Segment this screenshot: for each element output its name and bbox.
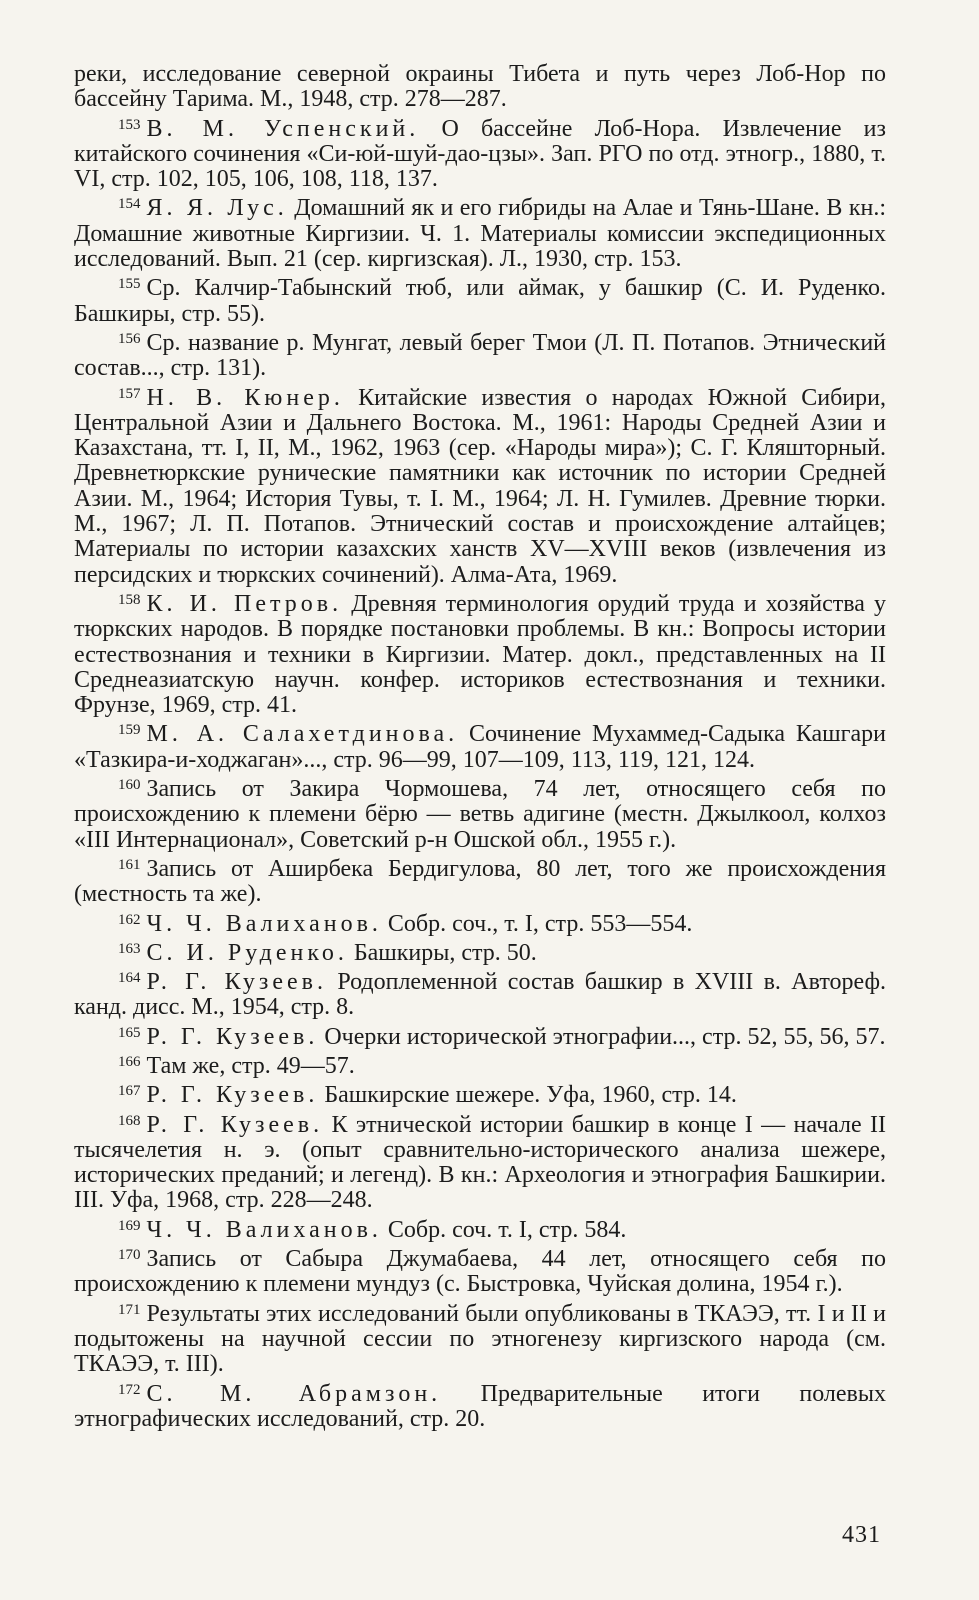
footnote-text: Запись от Аширбека Бердигулова, 80 лет, того же происхождения (местность та же). <box>74 855 886 908</box>
footnote-number: 168 <box>118 1112 141 1129</box>
footnote-text: Результаты этих исследований были опубликованы в ТКАЭЭ, тт. I и II и подытожены на научной сессии по этногенезу киргизского народа (см. ТКАЭЭ, т. III). <box>74 1300 886 1378</box>
footnote-text: Предварительные итоги полевых этнографических исследований, стр. 20. <box>74 1380 887 1432</box>
footnote-author: Р. Г. Кузеев. <box>146 969 327 996</box>
footnote-171 <box>74 1298 886 1378</box>
footnotes-list <box>74 62 886 1432</box>
footnote-text: Там же, стр. 49—57. <box>146 1052 355 1079</box>
footnote-167 <box>74 1079 886 1108</box>
footnote-170 <box>74 1243 886 1298</box>
footnote-text: Ср. Калчир-Табынский тюб, или аймак, у башкир (С. И. Руденко. Башкиры, стр. 55). <box>74 275 886 327</box>
footnote-154 <box>74 192 886 272</box>
footnote-164 <box>74 966 886 1021</box>
footnote-number: 170 <box>118 1247 141 1264</box>
footnote-text: Запись от Сабыра Джумабаева, 44 лет, относящего себя по происхождению к племени мундуз (с. Быстровка, Чуйская долина, 1954 г.). <box>74 1246 886 1298</box>
footnote-text: Запись от Закира Чормошева, 74 лет, относящего себя по происхождению к племени бёрю — ветвь адигине (местн. Джылкоол, колхоз «III Интернационал», Советский р-н Ошской обл., 1955 г.). <box>74 776 886 853</box>
footnote-author: С. М. Абрамзон. <box>146 1380 442 1407</box>
footnote-number: 159 <box>118 722 141 739</box>
footnote-author: Ч. Ч. Валиханов. <box>146 910 382 937</box>
footnote-author: М. А. Салахетдинова. <box>146 721 459 748</box>
footnote-text: Ср. название р. Мунгат, левый берег Тмои (Л. П. Потапов. Этнический состав..., стр. 131). <box>74 329 886 382</box>
footnote-155 <box>74 272 886 327</box>
footnote-author: Ч. Ч. Валиханов. <box>146 1216 382 1243</box>
footnote-157 <box>74 382 886 588</box>
footnote-text: Сочинение Мухаммед-Садыка Кашгари «Тазкира-и-ходжаган»..., стр. 96—99, 107—109, 113, 119, 121, 124. <box>74 721 886 773</box>
footnote-text: Собр. соч., т. I, стр. 553—554. <box>387 910 693 937</box>
footnote-text: Родоплеменной состав башкир в XVIII в. Автореф. канд. дисс. М., 1954, стр. 8. <box>74 969 887 1021</box>
footnote-number: 155 <box>118 276 141 293</box>
footnote-text: Башкиры, стр. 50. <box>353 939 537 966</box>
footnote-text: Собр. соч. т. I, стр. 584. <box>387 1216 627 1243</box>
footnote-number: 169 <box>118 1217 141 1234</box>
footnote-158 <box>74 588 886 718</box>
footnote-author: В. М. Успенский. <box>146 115 420 142</box>
footnote-number: 164 <box>118 970 141 987</box>
footnote-text: Китайские известия о народах Южной Сибири, Центральной Азии и Дальнего Востока. М., 1961: Народы Средней Азии и Казахстана, тт. I, II, М., 1962, 1963 (сер. «Народы мира»); С. Г. Кляшторный. Древнетюркские рунические памятники как источник по истории Средней Азии. М., 1964; История Тувы, т. I. М., 1964; Л. Н. Гумилев. Древние тюрки. М., 1967; Л. П. Потапов. Этнический состав и происхождение алтайцев; Материалы по истории казахских ханств XV—XVIII веков (извлечения из персидских и тюркских сочинений). Алма-Ата, 1969. <box>74 384 886 588</box>
footnote-author: К. И. Петров. <box>146 590 343 617</box>
footnote-166 <box>74 1050 886 1079</box>
footnote-number: 154 <box>118 196 141 213</box>
footnote-153 <box>74 113 886 193</box>
footnote-text: К этнической истории башкир в конце I — начале II тысячелетия н. э. (опыт сравнительно-исторического анализа шежере, исторических преданий; и легенд). В кн.: Археология и этнография Башкирии. III. Уфа, 1968, стр. 228—248. <box>74 1111 887 1214</box>
footnote-number: 165 <box>118 1024 141 1041</box>
footnote-text: Домашний як и его гибриды на Алае и Тянь-Шане. В кн.: Домашние животные Киргизии. Ч. 1. Материалы комиссии экспедиционных исследований. Вып. 21 (сер. киргизская). Л., 1930, стр. 153. <box>74 195 886 273</box>
footnote-number: 161 <box>118 856 141 873</box>
page-number: 431 <box>842 1522 881 1548</box>
footnote-169 <box>74 1214 886 1243</box>
footnote-number: 171 <box>118 1301 141 1318</box>
footnote-number: 167 <box>118 1083 141 1100</box>
footnote-162 <box>74 908 886 937</box>
footnote-number: 153 <box>118 116 141 133</box>
footnote-text: реки, исследование северной окраины Тибета и путь через Лоб-Нор по бассейну Тарима. М., 1948, стр. 278—287. <box>74 61 886 113</box>
footnote-author: Р. Г. Кузеев. <box>146 1111 324 1138</box>
footnote-continuation <box>74 62 886 113</box>
footnote-author: С. И. Руденко. <box>146 939 348 966</box>
footnote-number: 163 <box>118 940 141 957</box>
footnote-159 <box>74 718 886 773</box>
footnote-161 <box>74 853 886 908</box>
footnote-text: Древняя терминология орудий труда и хозяйства у тюркских народов. В порядке постановки проблемы. В кн.: Вопросы истории естествознания и техники в Киргизии. Матер. докл., представленных на II Среднеазиатскую научн. конфер. историков естествознания и техники. Фрунзе, 1969, стр. 41. <box>74 590 887 719</box>
footnote-number: 172 <box>118 1381 141 1398</box>
footnote-160 <box>74 773 886 853</box>
footnote-text: О бассейне Лоб-Нора. Извлечение из китайского сочинения «Си-юй-шуй-дао-цзы». Зап. РГО по отд. этногр., 1880, т. VI, стр. 102, 105, 106, 108, 118, 137. <box>74 115 887 193</box>
footnote-163 <box>74 937 886 966</box>
footnote-author: Р. Г. Кузеев. <box>146 1082 319 1109</box>
footnote-156 <box>74 327 886 382</box>
footnote-text: Очерки исторической этнографии..., стр. 52, 55, 56, 57. <box>324 1023 886 1050</box>
footnote-172 <box>74 1378 886 1433</box>
footnote-text: Башкирские шежере. Уфа, 1960, стр. 14. <box>324 1082 737 1109</box>
footnote-number: 157 <box>118 385 141 402</box>
footnote-165 <box>74 1021 886 1050</box>
footnote-number: 162 <box>118 911 141 928</box>
footnote-author: Н. В. Кюнер. <box>146 384 344 411</box>
footnote-number: 156 <box>118 330 141 347</box>
footnote-author: Р. Г. Кузеев. <box>146 1023 319 1050</box>
footnote-168 <box>74 1109 886 1214</box>
footnote-number: 158 <box>118 591 141 608</box>
footnote-number: 166 <box>118 1053 141 1070</box>
footnote-number: 160 <box>118 777 141 794</box>
footnote-author: Я. Я. Лус. <box>146 195 288 222</box>
